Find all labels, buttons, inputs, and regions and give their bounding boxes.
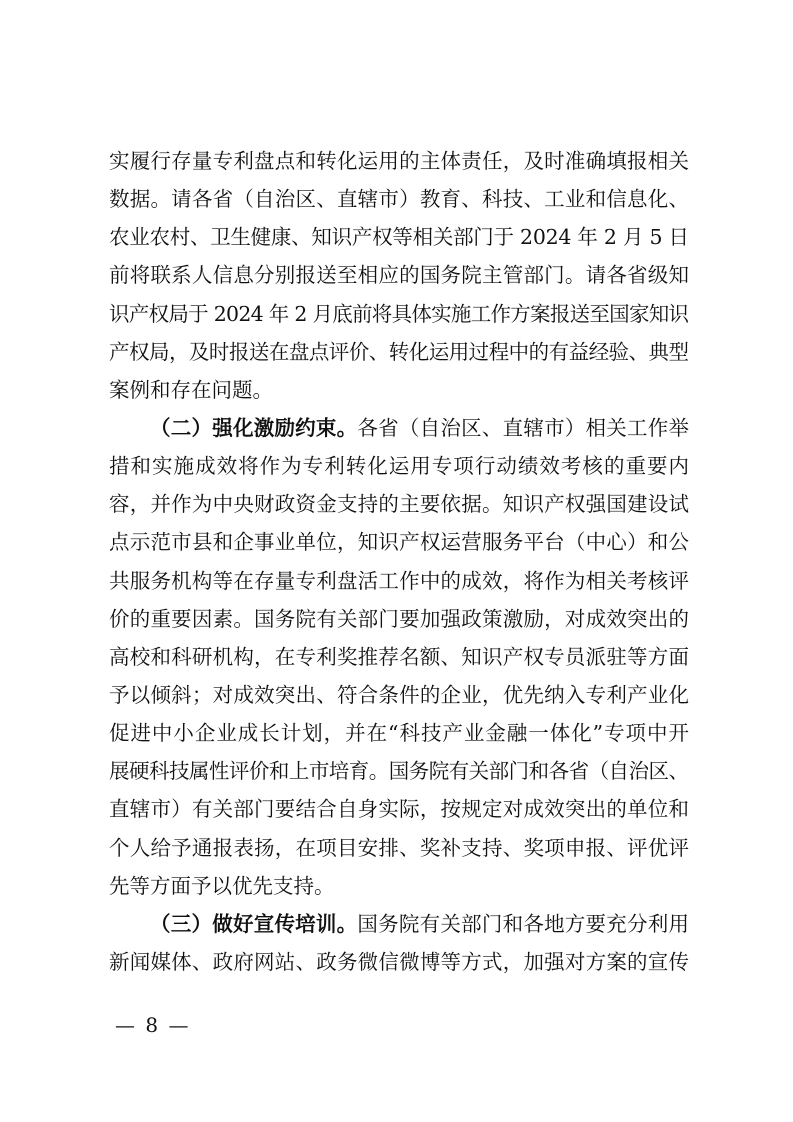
text-line: 共服务机构等在存量专利盘活工作中的成效，将作为相关考核评	[109, 568, 690, 593]
text-line: 措和实施成效将作为专利转化运用专项行动绩效考核的重要内	[109, 454, 691, 479]
text-line: 新闻媒体、政府网站、政务微信微博等方式，加强对方案的宣传	[109, 949, 690, 974]
text-line: 案例和存在问题。	[109, 377, 273, 402]
text-line: 点示范市县和企事业单位，知识产权运营服务平台（中心）和公	[109, 530, 690, 555]
document-body	[109, 142, 689, 981]
text-line: 农业农村、卫生健康、知识产权等相关部门于 2024 年 2 月 5 日	[109, 225, 689, 250]
page-number: — 8 —	[115, 1013, 191, 1037]
text-line: 实履行存量专利盘点和转化运用的主体责任，及时准确填报相关	[109, 149, 690, 173]
text-line: 前将联系人信息分别报送至相应的国务院主管部门。请各省级知	[109, 263, 690, 288]
text-line: 容，并作为中央财政资金支持的主要依据。知识产权强国建设试	[109, 492, 690, 517]
text-line: （二）强化激励约束。各省（自治区、直辖市）相关工作举	[150, 415, 690, 440]
text-line: 识产权局于 2024 年 2 月底前将具体实施工作方案报送至国家知识	[109, 301, 689, 326]
text-line: 高校和科研机构，在专利奖推荐名额、知识产权专员派驻等方面	[109, 644, 690, 669]
text-line: 个人给予通报表扬，在项目安排、奖补支持、奖项申报、评优评	[109, 835, 690, 860]
text-line: 展硬科技属性评价和上市培育。国务院有关部门和各省（自治区、	[109, 759, 689, 784]
text-line: （三）做好宣传培训。国务院有关部门和各地方要充分利用	[150, 911, 690, 936]
text-line: 先等方面予以优先支持。	[109, 873, 335, 898]
text-line: 促进中小企业成长计划，并在“科技产业金融一体化”专项中开	[109, 721, 690, 746]
text-line: 予以倾斜；对成效突出、符合条件的企业，优先纳入专利产业化	[109, 682, 690, 707]
text-line: 价的重要因素。国务院有关部门要加强政策激励，对成效突出的	[109, 606, 690, 631]
section-heading: （三）做好宣传培训。	[150, 911, 358, 936]
text-line: 数据。请各省（自治区、直辖市）教育、科技、工业和信息化、	[109, 187, 690, 212]
text-line: 产权局，及时报送在盘点评价、转化运用过程中的有益经验、典型	[109, 339, 689, 364]
text-line: 直辖市）有关部门要结合自身实际，按规定对成效突出的单位和	[109, 797, 690, 822]
section-heading: （二）强化激励约束。	[150, 415, 358, 440]
